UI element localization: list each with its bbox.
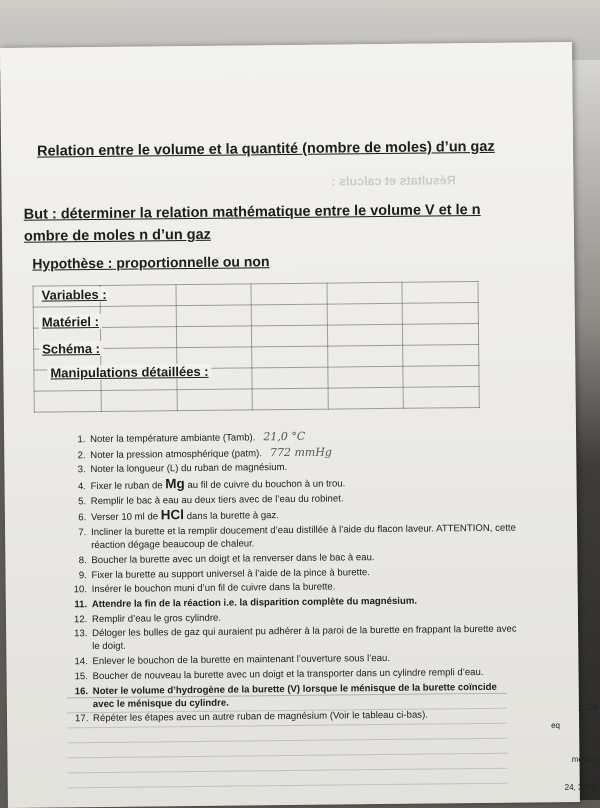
procedure-steps	[64, 428, 521, 728]
handwritten-temperature: 21,0 °C	[263, 429, 306, 444]
section-manipulations: Manipulations détaillées :	[47, 364, 211, 381]
step-text: Incliner la burette et la remplir doucement d’eau distillée à l’aide du flacon laveur. ATTENTION, cette réaction dégage beaucoup de chaleur.	[91, 522, 516, 552]
step-text: Attendre la fin de la réaction i.e. la disparition complète du magnésium.	[91, 595, 418, 611]
step-text: Insérer le bouchon muni d’un fil de cuivre dans la burette.	[91, 581, 336, 596]
step-text: Fixer le ruban de	[90, 480, 166, 493]
goal-statement: But : déterminer la relation mathématique entre le volume V et le n ombre de moles n d’un gaz	[23, 201, 481, 245]
chem-symbol: HCl	[160, 507, 185, 523]
step-text: dans la burette à gaz.	[183, 510, 280, 523]
step-text: Verser 10 ml de	[90, 511, 161, 524]
step-text: Noter la pression atmosphérique (patm).	[90, 447, 263, 461]
step-text: Noter le volume d’hydrogène de la burette (V) lorsque le ménisque de la burette coïncide avec le ménisque du cylindre.	[92, 681, 497, 710]
right-note-1: x 100	[578, 703, 598, 712]
step-text: Boucher de nouveau la burette avec un doigt et la transporter dans un cylindre rempli d’eau.	[92, 666, 484, 682]
step-text: Remplir le bac à eau au deux tiers avec de l’eau du robinet.	[90, 493, 344, 507]
step-text: Remplir d’eau le gros cylindre.	[91, 612, 222, 625]
bleed-through-bottom-table	[67, 693, 508, 799]
step-7	[89, 522, 519, 553]
step-text: Fixer la burette au support universel à l’aide de la pince à burette.	[91, 566, 370, 581]
section-variables: Variables :	[39, 287, 110, 303]
chem-symbol: Mg	[165, 476, 185, 492]
bleed-through-text: Résultats et calculs :	[331, 173, 456, 189]
section-materiel: Matériel :	[39, 314, 102, 330]
section-schema: Schéma :	[39, 341, 103, 357]
step-text: Boucher la burette avec un doigt et la renverser dans le bac à eau.	[91, 552, 375, 566]
step-text: Noter la longueur (L) du ruban de magnésium.	[90, 462, 288, 476]
worksheet-page	[0, 42, 580, 808]
step-text: Noter la température ambiante (Tamb).	[90, 432, 256, 446]
step-text: Déloger les bulles de gaz qui auraient pu adhérer à la paroi de la burette en frappant la burette avec le doigt.	[92, 623, 517, 653]
page-title: Relation entre le volume et la quantité (nombre de moles) d’un gaz	[37, 138, 495, 160]
step-text: au fil de cuivre du bouchon à un trou.	[184, 478, 346, 492]
step-13	[90, 623, 520, 654]
handwritten-pressure: 772 mmHg	[269, 445, 333, 459]
right-note-3: molaire	[571, 755, 598, 764]
step-text: Enlever le bouchon de la burette en maintenant l’ouverture sous l’eau.	[92, 653, 391, 668]
step-text: Répéter les étapes avec un autre ruban de magnésium (Voir le tableau ci-bas).	[92, 709, 428, 725]
right-note-4: 24, 305g/	[564, 783, 598, 792]
right-note-2: eq	[551, 721, 560, 730]
hypothesis: Hypothèse : proportionnelle ou non	[32, 253, 270, 272]
